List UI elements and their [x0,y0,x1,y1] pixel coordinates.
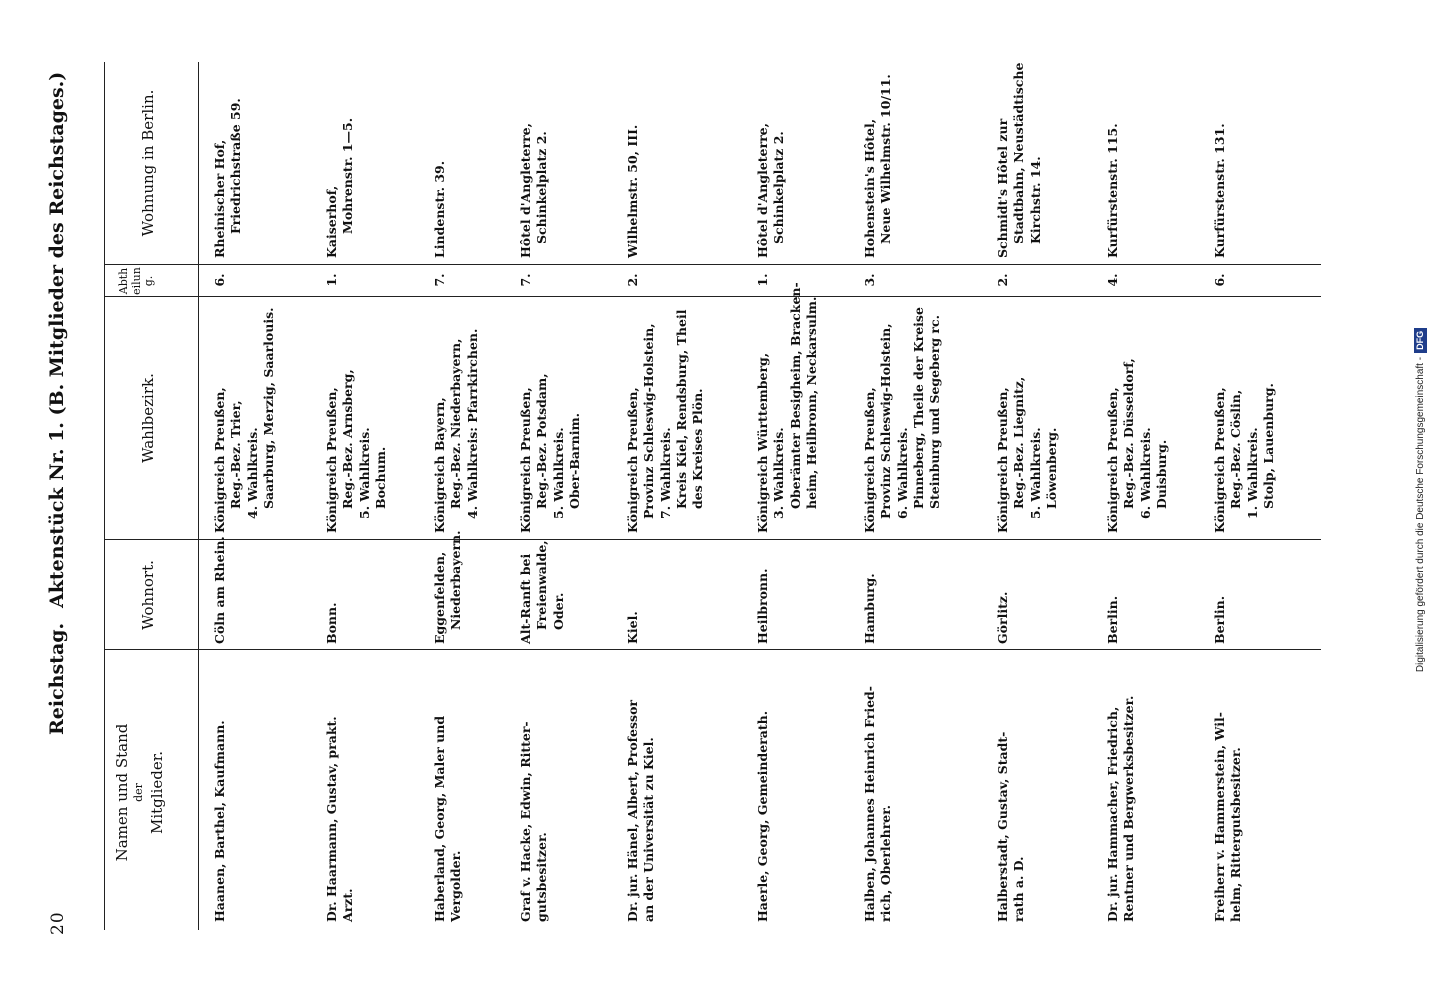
cell-wahlbezirk: Königreich Preußen, Reg.-Bez. Arnsberg, 5. Wahlkreis. Bochum. [324,369,388,533]
cell-wohnort: Bonn. [324,602,339,644]
cell-abtheilung: 2. [995,273,1010,287]
digitization-note-text [1412,8,1430,992]
dfg-badge: DFG [1414,328,1427,353]
cell-wohnort: Hamburg. [862,573,877,644]
cell-name: Graf v. Hacke, Edwin, Ritter- gutsbesitzer. [518,721,550,922]
header-wohnort: Wohnort. [139,560,157,630]
header-abtheilung: Abtheilung. [117,267,156,295]
cell-abtheilung: 2. [625,273,640,287]
cell-wohnung: Hohenstein's Hôtel, Neue Wilhelmstr. 10/11. [862,74,894,258]
cell-wohnort: Berlin. [1212,595,1227,644]
col-divider-wahlbezirk [104,296,1321,297]
cell-name: Haberland, Georg, Maler und Vergolder. [432,715,464,922]
header-name-line-2: der [132,783,146,802]
header-name [112,655,167,930]
cell-wohnung: Kurfürstenstr. 115. [1105,123,1120,258]
col-divider-name [104,649,1321,650]
cell-wahlbezirk: Königreich Preußen, Reg.-Bez. Trier, 4. Wahlkreis. Saarburg, Merzig, Saarlouis. [212,307,276,533]
cell-wohnort: Cöln am Rhein. [212,536,227,644]
cell-wohnort: Berlin. [1105,595,1120,644]
cell-wahlbezirk: Königreich Preußen, Reg.-Bez. Düsseldorf, 6. Wahlkreis. Duisburg. [1105,358,1169,533]
cell-abtheilung: 6. [1212,273,1227,287]
cell-abtheilung: 6. [212,273,227,287]
cell-wohnung: Rheinischer Hof, Friedrichstraße 59. [212,98,244,258]
cell-wohnung: Hôtel d'Angleterre, Schinkelplatz 2. [755,123,787,258]
cell-wohnung: Wilhelmstr. 50, III. [625,124,640,258]
cell-name: Dr. jur. Hammacher, Friedrich, Rentner und Bergwerksbesitzer. [1105,695,1137,922]
cell-wohnung: Kaiserhof, Mohrenstr. 1—5. [324,117,356,258]
table-top-rule [104,62,105,930]
cell-name: Halberstadt, Gustav, Stadt- rath a. D. [995,731,1027,922]
cell-abtheilung: 7. [518,273,533,287]
running-head-left: Reichstag. [46,622,68,735]
cell-abtheilung: 1. [755,273,770,287]
cell-name: Haerle, Georg, Gemeinderath. [755,710,770,922]
cell-wahlbezirk: Königreich Preußen, Provinz Schleswig-Holstein, 7. Wahlkreis. Kreis Kiel, Rendsburg, Theil des Kreises Plön. [625,309,705,533]
cell-abtheilung: 1. [324,273,339,287]
cell-abtheilung: 7. [432,273,447,287]
cell-wohnort: Görlitz. [995,591,1010,644]
cell-wohnort: Heilbronn. [755,568,770,644]
col-divider-abtheilung [104,264,1321,265]
cell-name: Haanen, Barthel, Kaufmann. [212,720,227,922]
running-head-main: Aktenstück Nr. 1. (B. Mitglieder des Reichstages.) [46,71,68,608]
header-name-line-1: Namen und Stand [113,723,131,862]
header-wahlbezirk: Wahlbezirk. [139,373,157,463]
page-number: 20 [48,911,68,935]
table-header-rule [198,62,199,930]
cell-wohnung: Hôtel d'Angleterre, Schinkelplatz 2. [518,123,550,258]
cell-wahlbezirk: Königreich Württemberg, 3. Wahlkreis. Oberämter Besigheim, Bracken- heim, Heilbronn, Neckarsulm. [755,282,819,533]
digitization-note-label: Digitalisierung gefördert durch die Deutsche Forschungsgemeinschaft - [1415,356,1426,673]
header-wohnung: Wohnung in Berlin. [139,89,157,237]
cell-wohnung: Schmidt's Hôtel zur Stadtbahn, Neustädtische Kirchstr. 14. [995,62,1043,258]
cell-wahlbezirk: Königreich Preußen, Reg.-Bez. Cöslin, 1. Wahlkreis. Stolp, Lauenburg. [1212,383,1276,533]
cell-name: Freiherr v. Hammerstein, Wil- helm, Rittergutsbesitzer. [1212,712,1244,922]
header-name-line-3: Mitglieder. [148,750,167,835]
cell-abtheilung: 3. [862,273,877,287]
cell-name: Dr. jur. Hänel, Albert, Professor an der Universität zu Kiel. [625,700,657,922]
cell-wahlbezirk: Königreich Preußen, Provinz Schleswig-Holstein, 6. Wahlkreis. Pinneberg, Theile der Kreise Steinburg und Segeberg rc. [862,307,942,533]
col-divider-wohnort [104,539,1321,540]
cell-abtheilung: 4. [1105,273,1120,287]
cell-wahlbezirk: Königreich Bayern, Reg.-Bez. Niederbayern, 4. Wahlkreis: Pfarrkirchen. [432,328,480,533]
cell-wohnort: Eggenfelden, Niederbayern. [432,530,464,644]
cell-wohnort: Kiel. [625,611,640,644]
cell-name: Halben, Johannes Heinrich Fried- rich, Oberlehrer. [862,686,894,922]
cell-wahlbezirk: Königreich Preußen, Reg.-Bez. Liegnitz, 5. Wahlkreis. Löwenberg. [995,376,1059,533]
cell-name: Dr. Haarmann, Gustav, prakt. Arzt. [324,716,356,922]
cell-wohnort: Alt-Ranft bei Freienwalde, Oder. [518,540,566,644]
cell-wahlbezirk: Königreich Preußen, Reg.-Bez. Potsdam, 5. Wahlkreis. Ober-Barnim. [518,373,582,533]
digitization-note [1412,8,1430,992]
cell-wohnung: Kurfürstenstr. 131. [1212,123,1227,258]
cell-wohnung: Lindenstr. 39. [432,160,447,258]
